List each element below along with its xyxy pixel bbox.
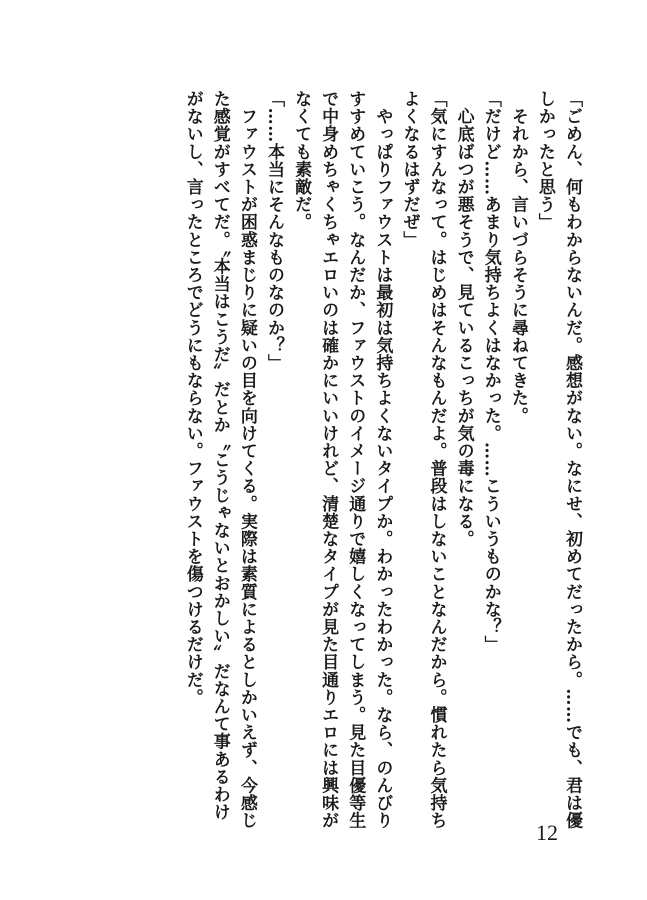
text-line: 「……本当にそんなものなのか？」 [263,90,284,372]
text-line: それから、言いづらそうに尋ねてきた。 [507,90,528,425]
text-line: がないし、言ったところでどうにもならない。ファウストを傷つけるだけだ。 [182,90,203,706]
text-line: 「ごめん、何もわからないんだ。感想がない。なにせ、初めてだったから。……でも、君は優 [562,90,582,830]
body-text [145,90,585,830]
text-line: で中身めちゃくちゃエロいのは確かにいいけれど、清楚なタイプが見た目通りエロには興味が [318,90,339,830]
text-line: なくても素敵だ。 [291,90,312,231]
text-line: た感覚がすべてだ。〝本当はこうだ〟だとか〝こうじゃないとおかしい〟だなんて事あるわけ [209,90,230,821]
text-line: 「気にすんなって。はじめはそんなもんだよ。普段はしないことなんだから。慣れたら気持ち [426,90,447,830]
text-line: すすめていこう。なんだか、ファウストのイメージ通りで嬉しくなってしまう。見た目優等生 [345,90,366,830]
page-number: 12 [536,820,558,845]
text-line: 「だけど……あまり気持ちよくはなかった。……こういうものかな？」 [480,90,501,654]
text-line: ファウストが困惑まじりに疑いの目を向けてくる。実際は素質によるとしかいえず、今感じ [236,90,257,830]
text-line: しかったと思う」 [534,90,555,231]
text-line: 心底ばつが悪そうで、見ているこっちが気の毒になる。 [453,90,474,548]
text-line: やっぱりファウストは最初は気持ちよくないタイプか。わかったわかった。なら、のんびり [372,90,393,830]
text-line: よくなるはずだぜ」 [399,90,420,249]
